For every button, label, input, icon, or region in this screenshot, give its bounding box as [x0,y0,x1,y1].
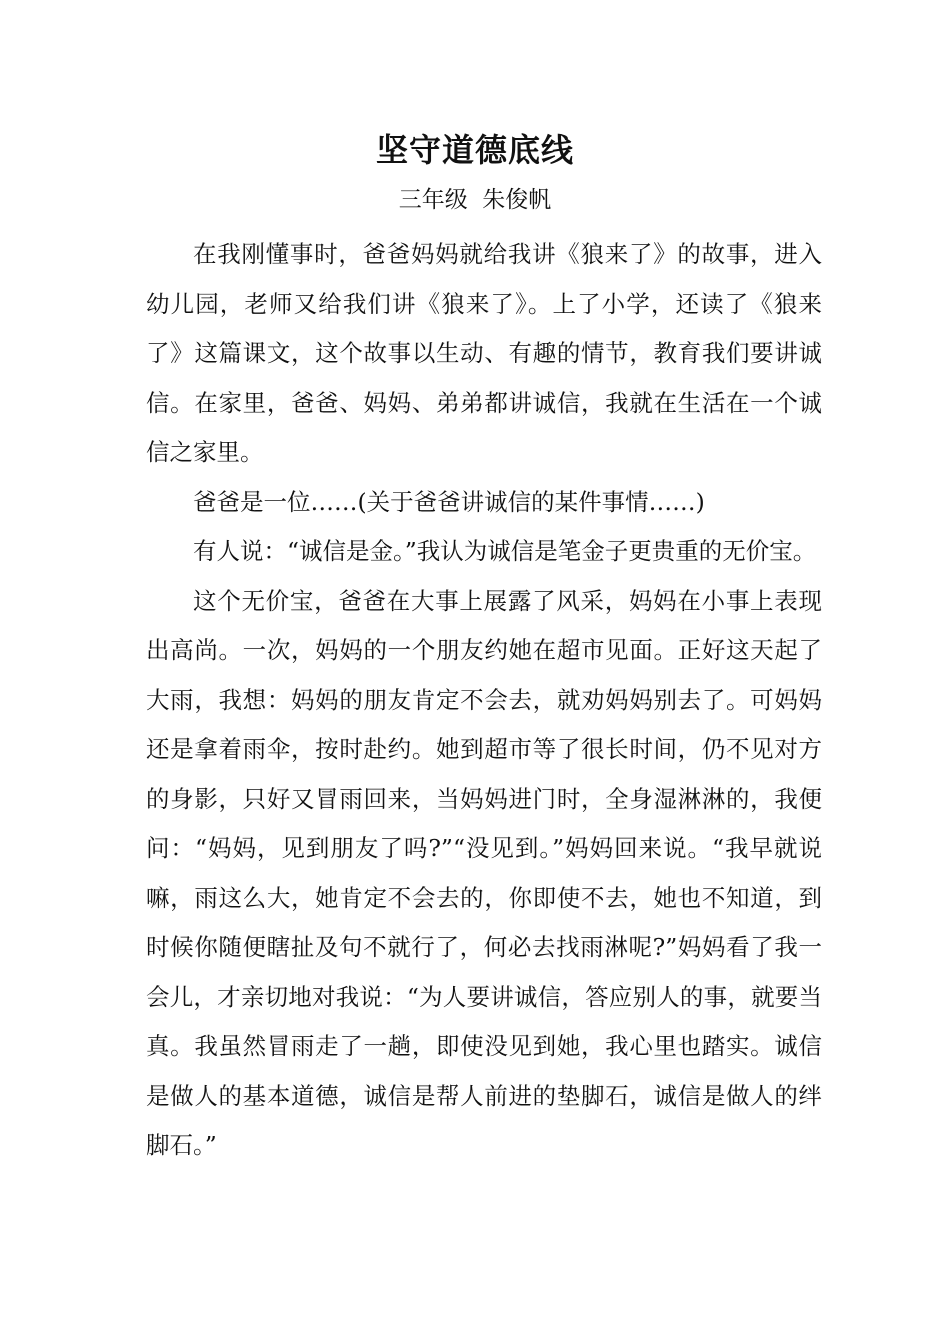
document-title: 坚守道德底线 [375,131,574,169]
paragraph-3: 有人说：“诚信是金。”我认为诚信是笔金子更贵重的无价宝。 [193,537,817,565]
paragraph-4: 这个无价宝，爸爸在大事上展露了风采，妈妈在小事上表现出高尚。一次，妈妈的一个朋友约她在超市见面。正好这天起了大雨，我想：妈妈的朋友肯定不会去，就劝妈妈别去了。可妈妈还是拿着雨伞，按时赴约。她到超市等了很长时间，仍不见对方的身影，只好又冒雨回来，当妈妈进门时，全身湿淋淋的，我便问：“妈妈，见到朋友了吗?”“没见到。”妈妈回来说。“我早就说嘛，雨这么大，她肯定不会去的，你即使不去，她也不知道，到时候你随便瞎扯及句不就行了，何必去找雨淋呢?”妈妈看了我一会儿，才亲切地对我说：“为人要讲诚信，答应别人的事，就要当真。我虽然冒雨走了一趟，即使没见到她，我心里也踏实。诚信是做人的基本道德，诚信是帮人前进的垫脚石，诚信是做人的绊脚石。” [146,586,822,1159]
document-body [146,230,822,1171]
paragraph-1: 在我刚懂事时，爸爸妈妈就给我讲《狼来了》的故事，进入幼儿园，老师又给我们讲《狼来了》。上了小学，还读了《狼来了》这篇课文，这个故事以生动、有趣的情节，教育我们要讲诚信。在家里，爸爸、妈妈、弟弟都讲诚信，我就在生活在一个诚信之家里。 [146,240,822,466]
paragraph-2: 爸爸是一位……(关于爸爸讲诚信的某件事情……) [193,487,705,516]
author-line: 三年级 朱俊帆 [398,187,552,213]
